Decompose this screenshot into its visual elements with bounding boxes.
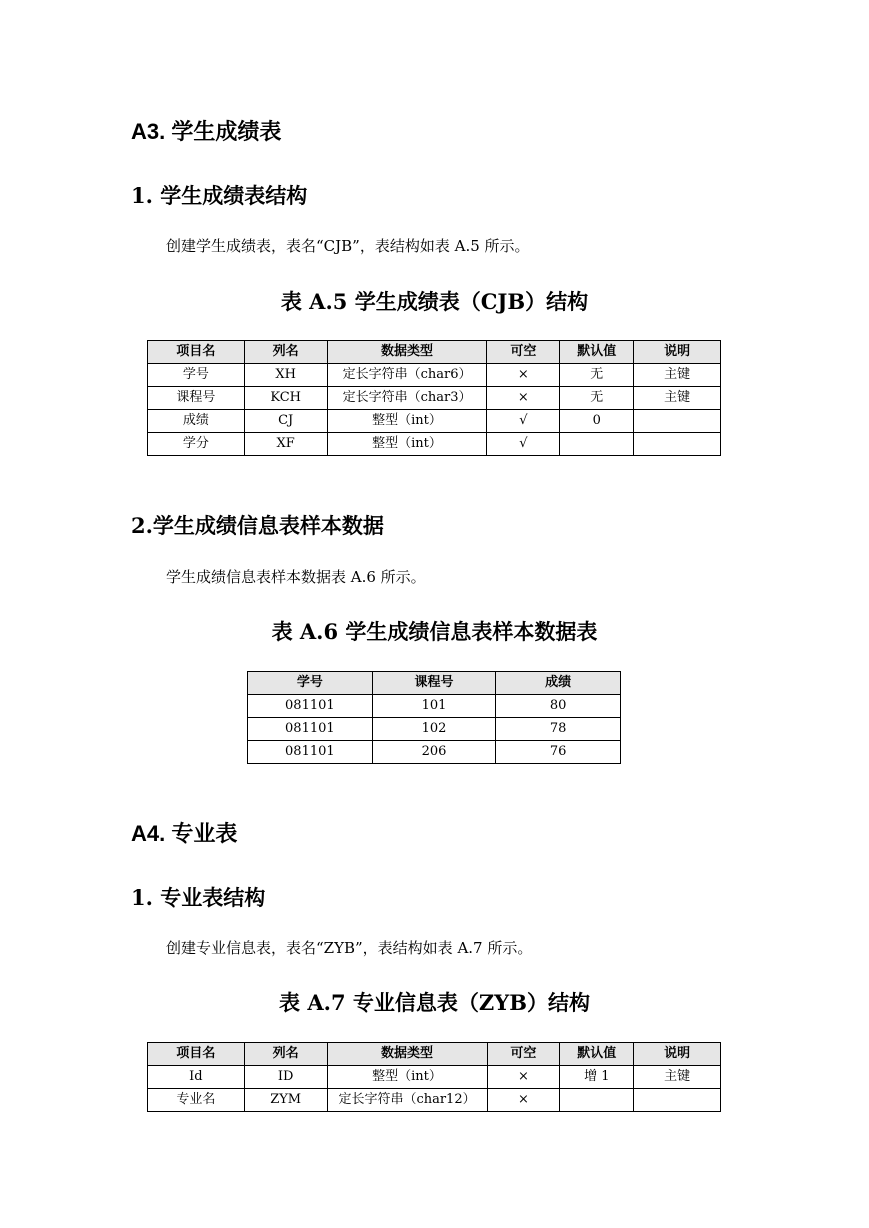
caption-table-a5: 表 A.5 学生成绩表（CJB）结构 <box>280 289 589 314</box>
table-cell: √ <box>487 410 560 433</box>
table-cell <box>634 433 721 456</box>
table-cell: 专业名 <box>148 1089 245 1112</box>
subheading-zyb-structure: 1. 专业表结构 <box>131 885 266 910</box>
table-cell: × <box>487 1066 560 1089</box>
table-cell: 无 <box>560 364 634 387</box>
header-cell: 数据类型 <box>327 341 487 364</box>
header-cell: 列名 <box>244 341 327 364</box>
table-cell <box>634 410 721 433</box>
table-cell: 定长字符串（char12） <box>327 1089 487 1112</box>
header-cell: 数据类型 <box>327 1043 487 1066</box>
table-cell: 定长字符串（char3） <box>327 387 487 410</box>
table-cell: XF <box>244 433 327 456</box>
header-cell: 列名 <box>244 1043 327 1066</box>
table-row <box>148 410 721 433</box>
subheading-cjb-sample: 2.学生成绩信息表样本数据 <box>131 513 384 538</box>
table-cell: 0 <box>560 410 634 433</box>
header-cell: 项目名 <box>148 1043 245 1066</box>
table-row <box>148 364 721 387</box>
caption-table-a7: 表 A.7 专业信息表（ZYB）结构 <box>279 990 590 1015</box>
table-cell: 102 <box>372 718 496 741</box>
table-a5 <box>147 340 721 456</box>
table-cell: 206 <box>372 741 496 764</box>
header-cell: 可空 <box>487 341 560 364</box>
table-cell: 整型（int） <box>327 1066 487 1089</box>
table-cell <box>560 433 634 456</box>
caption-table-a6: 表 A.6 学生成绩信息表样本数据表 <box>271 619 598 644</box>
table-cell: 学号 <box>148 364 245 387</box>
table-cell: XH <box>244 364 327 387</box>
table-cell: × <box>487 364 560 387</box>
header-cell: 默认值 <box>560 1043 634 1066</box>
paragraph-cjb-intro: 创建学生成绩表，表名“CJB”，表结构如表 A.5 所示。 <box>166 237 530 255</box>
table-cell: × <box>487 1089 560 1112</box>
paragraph-cjb-sample-intro: 学生成绩信息表样本数据表 A.6 所示。 <box>166 568 426 586</box>
table-cell: 主键 <box>634 364 721 387</box>
section-heading-a3: A3. 学生成绩表 <box>131 119 282 144</box>
table-cell: ZYM <box>244 1089 327 1112</box>
table-cell: 成绩 <box>148 410 245 433</box>
table-cell: 78 <box>496 718 621 741</box>
table-a6 <box>247 671 621 764</box>
header-cell: 说明 <box>634 1043 721 1066</box>
header-cell: 默认值 <box>560 341 634 364</box>
section-heading-a4: A4. 专业表 <box>131 821 238 846</box>
table-cell: × <box>487 387 560 410</box>
header-cell: 说明 <box>634 341 721 364</box>
table-cell: 101 <box>372 695 496 718</box>
table-cell <box>634 1089 721 1112</box>
table-cell: 081101 <box>248 718 373 741</box>
table-cell: 定长字符串（char6） <box>327 364 487 387</box>
table-cell: 081101 <box>248 695 373 718</box>
table-cell: 无 <box>560 387 634 410</box>
table-cell: 整型（int） <box>327 410 487 433</box>
header-cell: 项目名 <box>148 341 245 364</box>
table-cell: 整型（int） <box>327 433 487 456</box>
table-row <box>248 741 621 764</box>
header-cell: 课程号 <box>372 672 496 695</box>
table-cell: 课程号 <box>148 387 245 410</box>
header-cell: 学号 <box>248 672 373 695</box>
table-cell: 主键 <box>634 387 721 410</box>
table-header-row <box>248 672 621 695</box>
table-row <box>148 1066 721 1089</box>
table-cell: 主键 <box>634 1066 721 1089</box>
table-cell: KCH <box>244 387 327 410</box>
table-cell: 增 1 <box>560 1066 634 1089</box>
table-row <box>148 387 721 410</box>
table-cell: √ <box>487 433 560 456</box>
table-row <box>248 695 621 718</box>
table-cell: ID <box>244 1066 327 1089</box>
table-row <box>248 718 621 741</box>
paragraph-zyb-intro: 创建专业信息表，表名“ZYB”，表结构如表 A.7 所示。 <box>166 939 533 957</box>
header-cell: 可空 <box>487 1043 560 1066</box>
subheading-cjb-structure: 1. 学生成绩表结构 <box>131 183 308 208</box>
table-row <box>148 433 721 456</box>
table-header-row <box>148 341 721 364</box>
table-cell: 学分 <box>148 433 245 456</box>
table-cell: 80 <box>496 695 621 718</box>
table-cell: CJ <box>244 410 327 433</box>
table-cell: 76 <box>496 741 621 764</box>
table-row <box>148 1089 721 1112</box>
table-cell <box>560 1089 634 1112</box>
table-a7 <box>147 1042 721 1112</box>
table-cell: 081101 <box>248 741 373 764</box>
header-cell: 成绩 <box>496 672 621 695</box>
table-cell: Id <box>148 1066 245 1089</box>
table-header-row <box>148 1043 721 1066</box>
